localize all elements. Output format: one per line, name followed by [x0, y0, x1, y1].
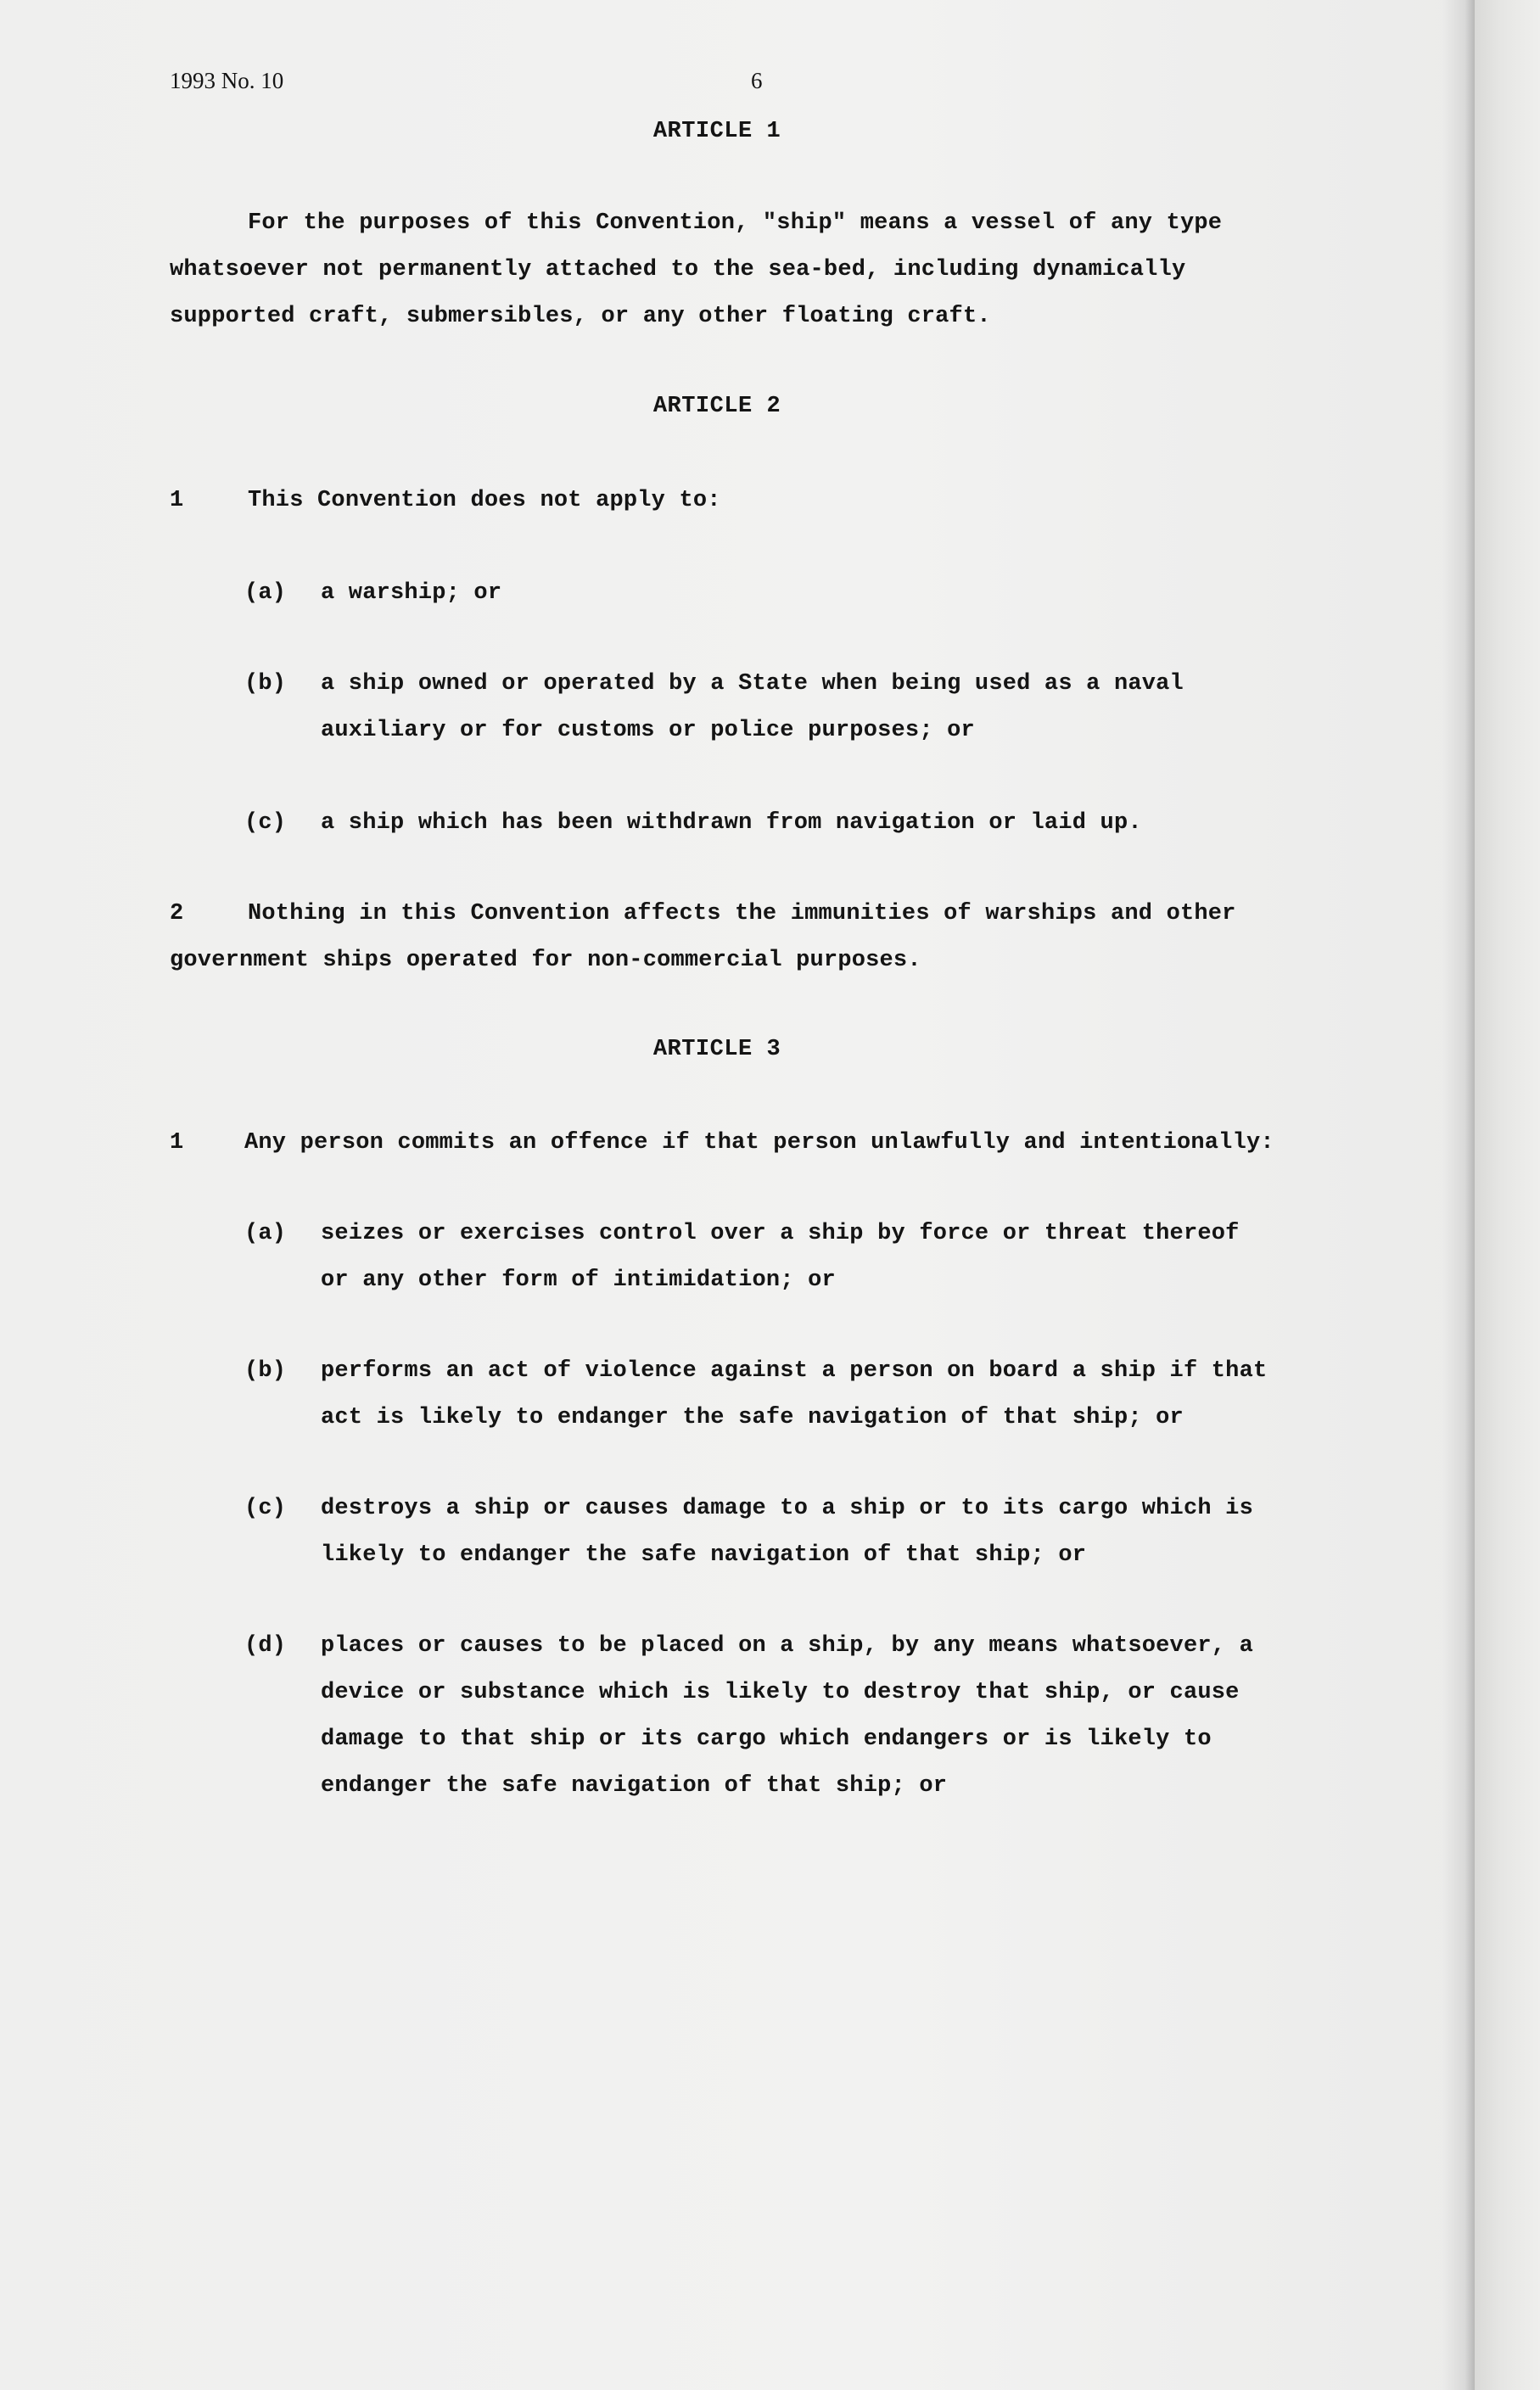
- article-2-item-b-line-2: auxiliary or for customs or police purposes; or: [321, 718, 975, 743]
- article-1-line-2: whatsoever not permanently attached to the sea-bed, including dynamically: [170, 257, 1186, 283]
- article-3-item-d-line-2: device or substance which is likely to destroy that ship, or cause: [321, 1680, 1240, 1705]
- article-3-item-d-line-4: endanger the safe navigation of that ship; or: [321, 1773, 948, 1799]
- article-2-item-a-label: (a): [244, 580, 287, 606]
- article-2-item-c-label: (c): [244, 810, 287, 836]
- article-3-item-c-line-2: likely to endanger the safe navigation of that ship; or: [321, 1542, 1087, 1568]
- article-2-heading: ARTICLE 2: [652, 394, 781, 419]
- underlying-page-edge: [1475, 0, 1540, 2390]
- article-2-item-b-label: (b): [244, 671, 287, 697]
- article-3-item-d-line-3: damage to that ship or its cargo which endangers or is likely to: [321, 1727, 1212, 1752]
- article-3-item-b-line-2: act is likely to endanger the safe navigation of that ship; or: [321, 1405, 1184, 1430]
- article-3-item-c-label: (c): [244, 1496, 287, 1521]
- article-1-heading: ARTICLE 1: [652, 119, 781, 144]
- page-number: 6: [751, 68, 763, 93]
- article-3-item-d-label: (d): [244, 1633, 287, 1659]
- article-3-para-1-number: 1: [170, 1130, 184, 1156]
- article-2-item-c-line-1: a ship which has been withdrawn from navigation or laid up.: [321, 810, 1142, 836]
- article-2-para-2-line-2: government ships operated for non-commercial purposes.: [170, 948, 921, 973]
- article-3-para-1-text: Any person commits an offence if that person unlawfully and intentionally:: [244, 1130, 1274, 1156]
- article-3-item-c-line-1: destroys a ship or causes damage to a ship or to its cargo which is: [321, 1496, 1253, 1521]
- article-3-item-b-line-1: performs an act of violence against a person on board a ship if that: [321, 1358, 1268, 1384]
- article-2-item-a-line-1: a warship; or: [321, 580, 502, 606]
- article-2-para-1-number: 1: [170, 488, 184, 513]
- article-3-item-d-line-1: places or causes to be placed on a ship, by any means whatsoever, a: [321, 1633, 1253, 1659]
- article-1-line-1: For the purposes of this Convention, "ship" means a vessel of any type: [248, 210, 1223, 236]
- article-3-item-b-label: (b): [244, 1358, 287, 1384]
- article-3-item-a-line-1: seizes or exercises control over a ship by force or threat thereof: [321, 1221, 1240, 1246]
- article-2-item-b-line-1: a ship owned or operated by a State when being used as a naval: [321, 671, 1184, 697]
- page-edge-shadow: [1442, 0, 1475, 2390]
- article-2-para-2-line-1: Nothing in this Convention affects the immunities of warships and other: [248, 901, 1236, 926]
- article-2-para-2-number: 2: [170, 901, 184, 926]
- article-2-para-1-text: This Convention does not apply to:: [248, 488, 721, 513]
- article-3-item-a-label: (a): [244, 1221, 287, 1246]
- article-1-line-3: supported craft, submersibles, or any other floating craft.: [170, 304, 991, 329]
- document-reference: 1993 No. 10: [170, 68, 284, 93]
- article-3-heading: ARTICLE 3: [652, 1037, 781, 1062]
- article-3-item-a-line-2: or any other form of intimidation; or: [321, 1268, 836, 1293]
